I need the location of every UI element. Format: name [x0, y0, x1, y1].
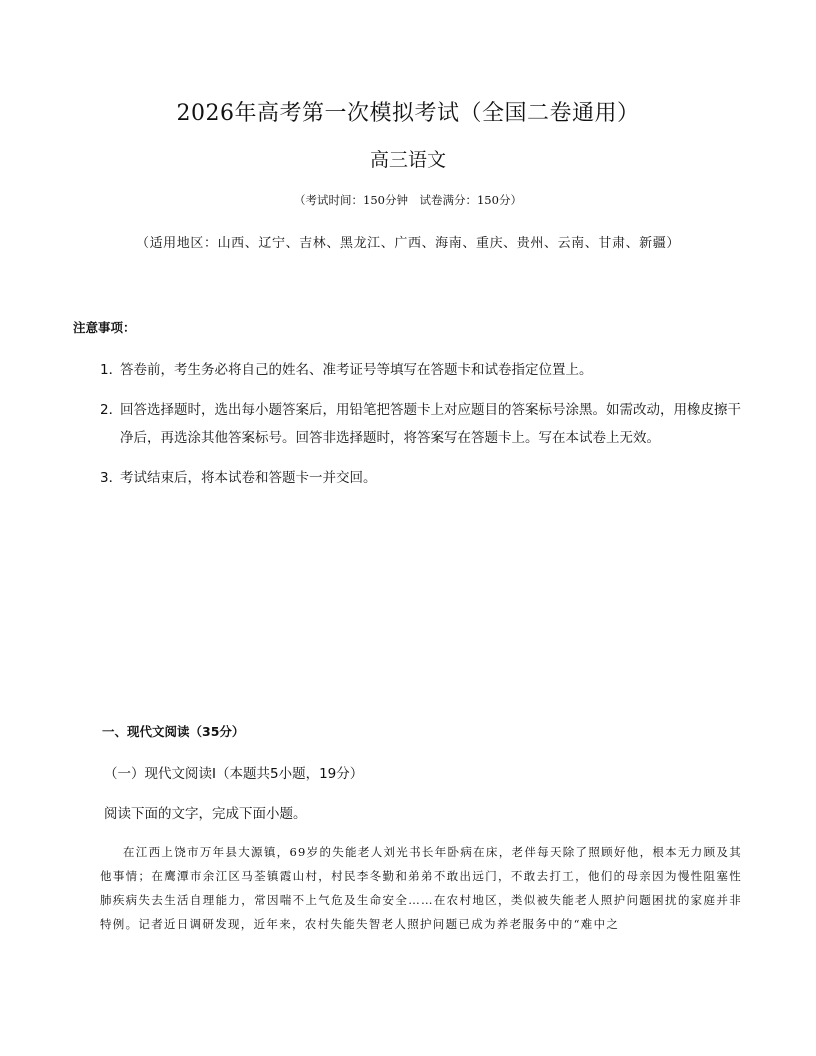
notice-item: [100, 396, 750, 452]
exam-time-info: （考试时间：150分钟 试卷满分：150分）: [294, 193, 522, 207]
notice-item-number: 1．: [100, 362, 123, 378]
notice-item: [100, 356, 750, 384]
notice-item-text: 考试结束后，将本试卷和答题卡一并交回。: [120, 470, 377, 486]
article-paragraph: 在江西上饶市万年县大源镇，69岁的失能老人刘光书长年卧病在床，老伴每天除了照顾好他，根本无力顾及其他事情；在鹰潭市余江区马荃镇霞山村，村民李冬勤和弟弟不敢出远门，不敢去打工，他们的母亲因为慢性阻塞性肺疾病失去生活自理能力，常因喘不上气危及生命安全……在农村地区，类似被失能老人照护问题困扰的家庭并非特例。记者近日调研发现，近年来，农村失能失智老人照护问题已成为养老服务中的“难中之: [100, 845, 742, 931]
reading-instruction: 阅读下面的文字，完成下面小题。: [104, 806, 307, 822]
notice-item: [100, 464, 750, 492]
notice-heading: 注意事项：: [73, 320, 136, 335]
notice-item-text: 回答选择题时，选出每小题答案后，用铅笔把答题卡上对应题目的答案标号涂黑。如需改动，用橡皮擦干净后，再选涂其他答案标号。回答非选择题时，将答案写在答题卡上。写在本试卷上无效。: [120, 402, 741, 446]
applicable-regions: （适用地区：山西、辽宁、吉林、黑龙江、广西、海南、重庆、贵州、云南、甘肃、新疆）: [135, 236, 680, 251]
notice-item-number: 3．: [100, 470, 123, 486]
notice-item-text: 答卷前，考生务必将自己的姓名、准考证号等填写在答题卡和试卷指定位置上。: [120, 362, 593, 378]
notice-item-number: 2．: [100, 402, 123, 418]
subject-title: 高三语文: [369, 149, 446, 171]
notice-list: [100, 356, 750, 504]
exam-title: 2026年高考第一次模拟考试（全国二卷通用）: [176, 101, 640, 126]
subsection-heading: （一）现代文阅读Ⅰ（本题共5小题，19分）: [104, 766, 364, 782]
section-heading: 一、现代文阅读（35分）: [102, 724, 245, 739]
